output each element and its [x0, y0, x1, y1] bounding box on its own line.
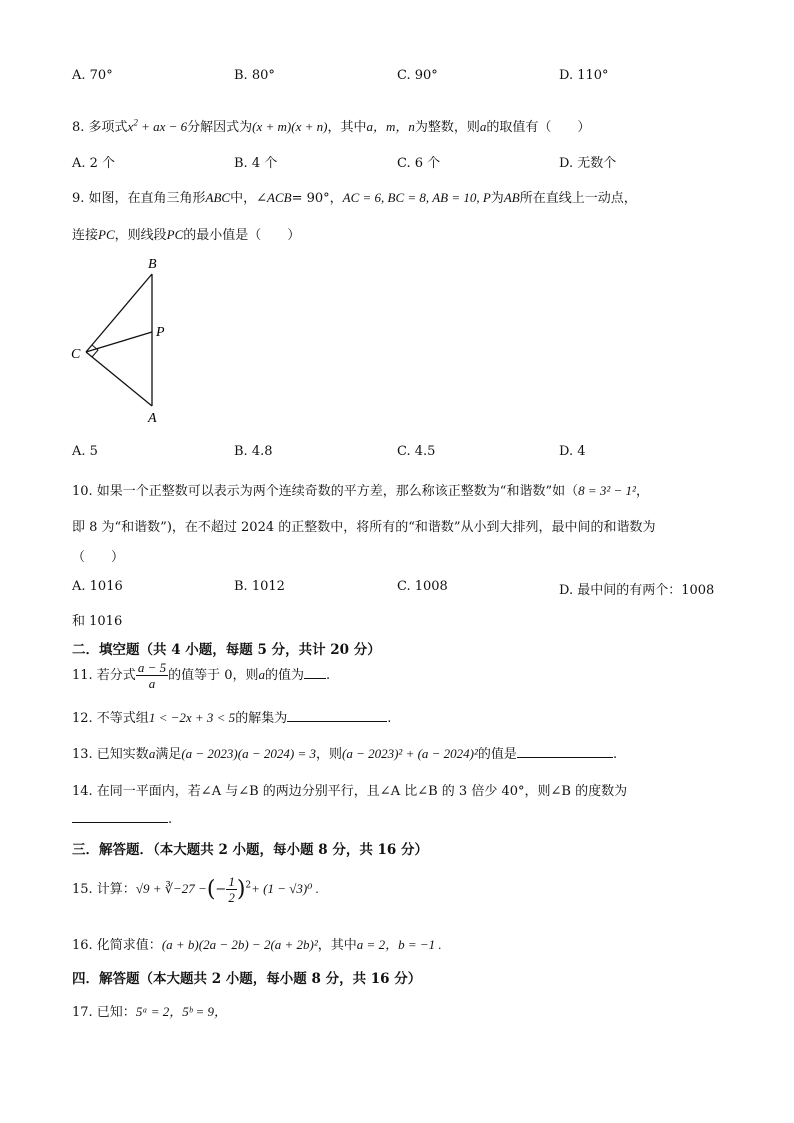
q7-option-b: B. 80°	[234, 68, 275, 83]
q8-option-d: D. 无数个	[559, 156, 617, 171]
section-4-heading: 四．解答题（本大题共 2 小题，每小题 8 分，共 16 分）	[72, 971, 422, 987]
q10-stem-line3: （ ）	[72, 550, 125, 565]
q9-triangle-figure	[66, 252, 176, 428]
q10-option-a: A. 1016	[72, 579, 123, 594]
q10-option-b: B. 1012	[234, 579, 285, 594]
q9-stem-line2: 连接PC，则线段PC的最小值是（ ）	[72, 227, 301, 243]
q15-stem: 15. 计算：√9 + ∛−27 −(− $\frac{1}{2}$ )$^2$+ (1 − √3)⁰ .	[72, 874, 319, 905]
q12-answer-blank[interactable]	[287, 709, 387, 722]
q14-answer-line: .	[72, 810, 172, 827]
q11-answer-blank[interactable]	[304, 666, 326, 679]
q10-option-c: C. 1008	[397, 579, 448, 594]
q10-option-d: D. 最中间的有两个：1008	[559, 583, 715, 598]
q9-option-d: D. 4	[559, 444, 586, 459]
q7-option-d: D. 110°	[559, 68, 609, 83]
q14-answer-blank[interactable]	[72, 810, 168, 823]
q9-option-a: A. 5	[72, 444, 98, 459]
section-3-heading: 三．解答题．（本大题共 2 小题，每小题 8 分，共 16 分）	[72, 842, 429, 858]
q7-option-c: C. 90°	[397, 68, 438, 83]
q17-stem: 17. 已知：5ᵃ = 2，5ᵇ = 9，	[72, 1004, 228, 1020]
label-a: A	[148, 411, 157, 426]
q7-option-a: A. 70°	[72, 68, 113, 83]
q8-stem: 8. 多项式$x^2$ + ax − 6分解因式为(x + m)(x + n)，其中a，m，n为整数，则a的取值有（ ）	[72, 117, 591, 135]
label-c: C	[71, 347, 81, 362]
q13-answer-blank[interactable]	[517, 745, 613, 758]
q10-stem-line2: 即 8 为“和谐数”)，在不超过 2024 的正整数中，将所有的“和谐数”从小到大排列，最中间的和谐数为	[72, 520, 656, 535]
q9-stem-line1: 9. 如图，在直角三角形ABC中，∠ACB= 90°，AC = 6, BC = 8, AB = 10, P为AB所在直线上一动点，	[72, 190, 637, 206]
q11-fraction: $\frac{a - 5}{a}$	[137, 660, 167, 691]
q15-fraction: $\frac{1}{2}$	[228, 874, 235, 905]
q8-factored: (x + m)(x + n)	[252, 119, 328, 134]
q9-option-c: C. 4.5	[397, 444, 436, 459]
q13-stem: 13. 已知实数a满足(a − 2023)(a − 2024) = 3，则(a − 2023)² + (a − 2024)²的值是 .	[72, 746, 618, 762]
section-2-heading: 二．填空题（共 4 小题，每题 5 分，共计 20 分）	[72, 642, 381, 658]
q10-stem-line1: 10. 如果一个正整数可以表示为两个连续奇数的平方差，那么称该正整数为“和谐数”如（8 = 3² − 1²，	[72, 483, 649, 499]
label-b: B	[148, 257, 157, 272]
q8-option-c: C. 6 个	[397, 156, 441, 171]
label-p: P	[156, 325, 165, 340]
q14-stem: 14. 在同一平面内，若∠A 与∠B 的两边分别平行，且∠A 比∠B 的 3 倍少 40°，则∠B 的度数为	[72, 784, 628, 799]
q8-polynomial: $x^2$ + ax − 6	[127, 117, 188, 134]
q8-option-a: A. 2 个	[72, 156, 116, 171]
q11-stem: 11. 若分式 $\frac{a - 5}{a}$ 的值等于 0，则a的值为 .	[72, 660, 331, 691]
q9-option-b: B. 4.8	[234, 444, 273, 459]
q16-stem: 16. 化简求值：(a + b)(2a − 2b) − 2(a + 2b)²，其中a = 2，b = −1 .	[72, 937, 442, 953]
q12-stem: 12. 不等式组1 < −2x + 3 < 5的解集为 .	[72, 710, 392, 726]
q8-option-b: B. 4 个	[234, 156, 278, 171]
q10-option-d-continued: 和 1016	[72, 614, 123, 629]
